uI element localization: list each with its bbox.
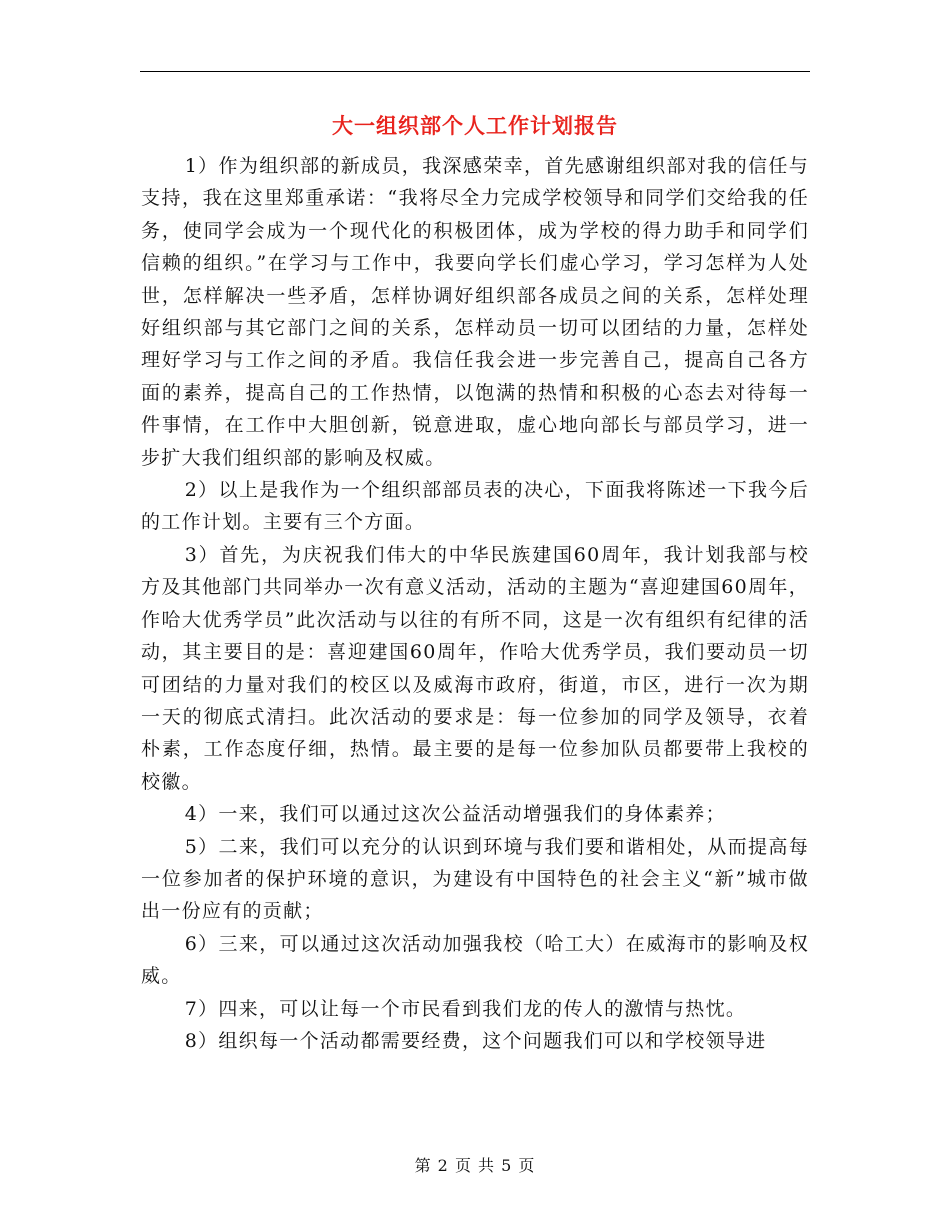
paragraph-5: 5）二来，我们可以充分的认识到环境与我们要和谐相处，从而提高每一位参加者的保护环境的意识，为建设有中国特色的社会主义“新”城市做出一份应有的贡献；: [141, 835, 809, 923]
document-body: [141, 150, 809, 1057]
page-number: 第 2 页 共 5 页: [414, 1156, 536, 1175]
paragraph-4: 4）一来，我们可以通过这次公益活动增强我们的身体素养；: [184, 803, 726, 826]
paragraph-2: 2）以上是我作为一个组织部部员表的决心，下面我将陈述一下我今后的工作计划。主要有三个方面。: [141, 479, 809, 534]
header-rule: [140, 71, 810, 72]
paragraph-3: 3）首先，为庆祝我们伟大的中华民族建国60周年，我计划我部与校方及其他部门共同举办一次有意义活动，活动的主题为“喜迎建国60周年，作哈大优秀学员”此次活动与以往的有所不同，这是一次有组织有纪律的活动，其主要目的是：喜迎建国60周年，作哈大优秀学员，我们要动员一切可团结的力量对我们的校区以及威海市政府，街道，市区，进行一次为期一天的彻底式清扫。此次活动的要求是：每一位参加的同学及领导，衣着朴素，工作态度仔细，热情。最主要的是每一位参加队员都要带上我校的校徽。: [141, 543, 809, 793]
paragraph-7: 7）四来，可以让每一个市民看到我们龙的传人的激情与热忱。: [184, 997, 747, 1020]
paragraph-1: 1）作为组织部的新成员，我深感荣幸，首先感谢组织部对我的信任与支持，我在这里郑重承诺：“我将尽全力完成学校领导和同学们交给我的任务，使同学会成为一个现代化的积极团体，成为学校的得力助手和同学们信赖的组织。”在学习与工作中，我要向学长们虚心学习，学习怎样为人处世，怎样解决一些矛盾，怎样协调好组织部各成员之间的关系，怎样处理好组织部与其它部门之间的关系，怎样动员一切可以团结的力量，怎样处理好学习与工作之间的矛盾。我信任我会进一步完善自己，提高自己各方面的素养，提高自己的工作热情，以饱满的热情和积极的心态去对待每一件事情，在工作中大胆创新，锐意进取，虚心地向部长与部员学习，进一步扩大我们组织部的影响及权威。: [141, 155, 809, 469]
paragraph-8: 8）组织每一个活动都需要经费，这个问题我们可以和学校领导进: [184, 1029, 767, 1052]
paragraph-6: 6）三来，可以通过这次活动加强我校（哈工大）在威海市的影响及权威。: [141, 932, 809, 988]
document-title: 大一组织部个人工作计划报告: [332, 113, 618, 138]
